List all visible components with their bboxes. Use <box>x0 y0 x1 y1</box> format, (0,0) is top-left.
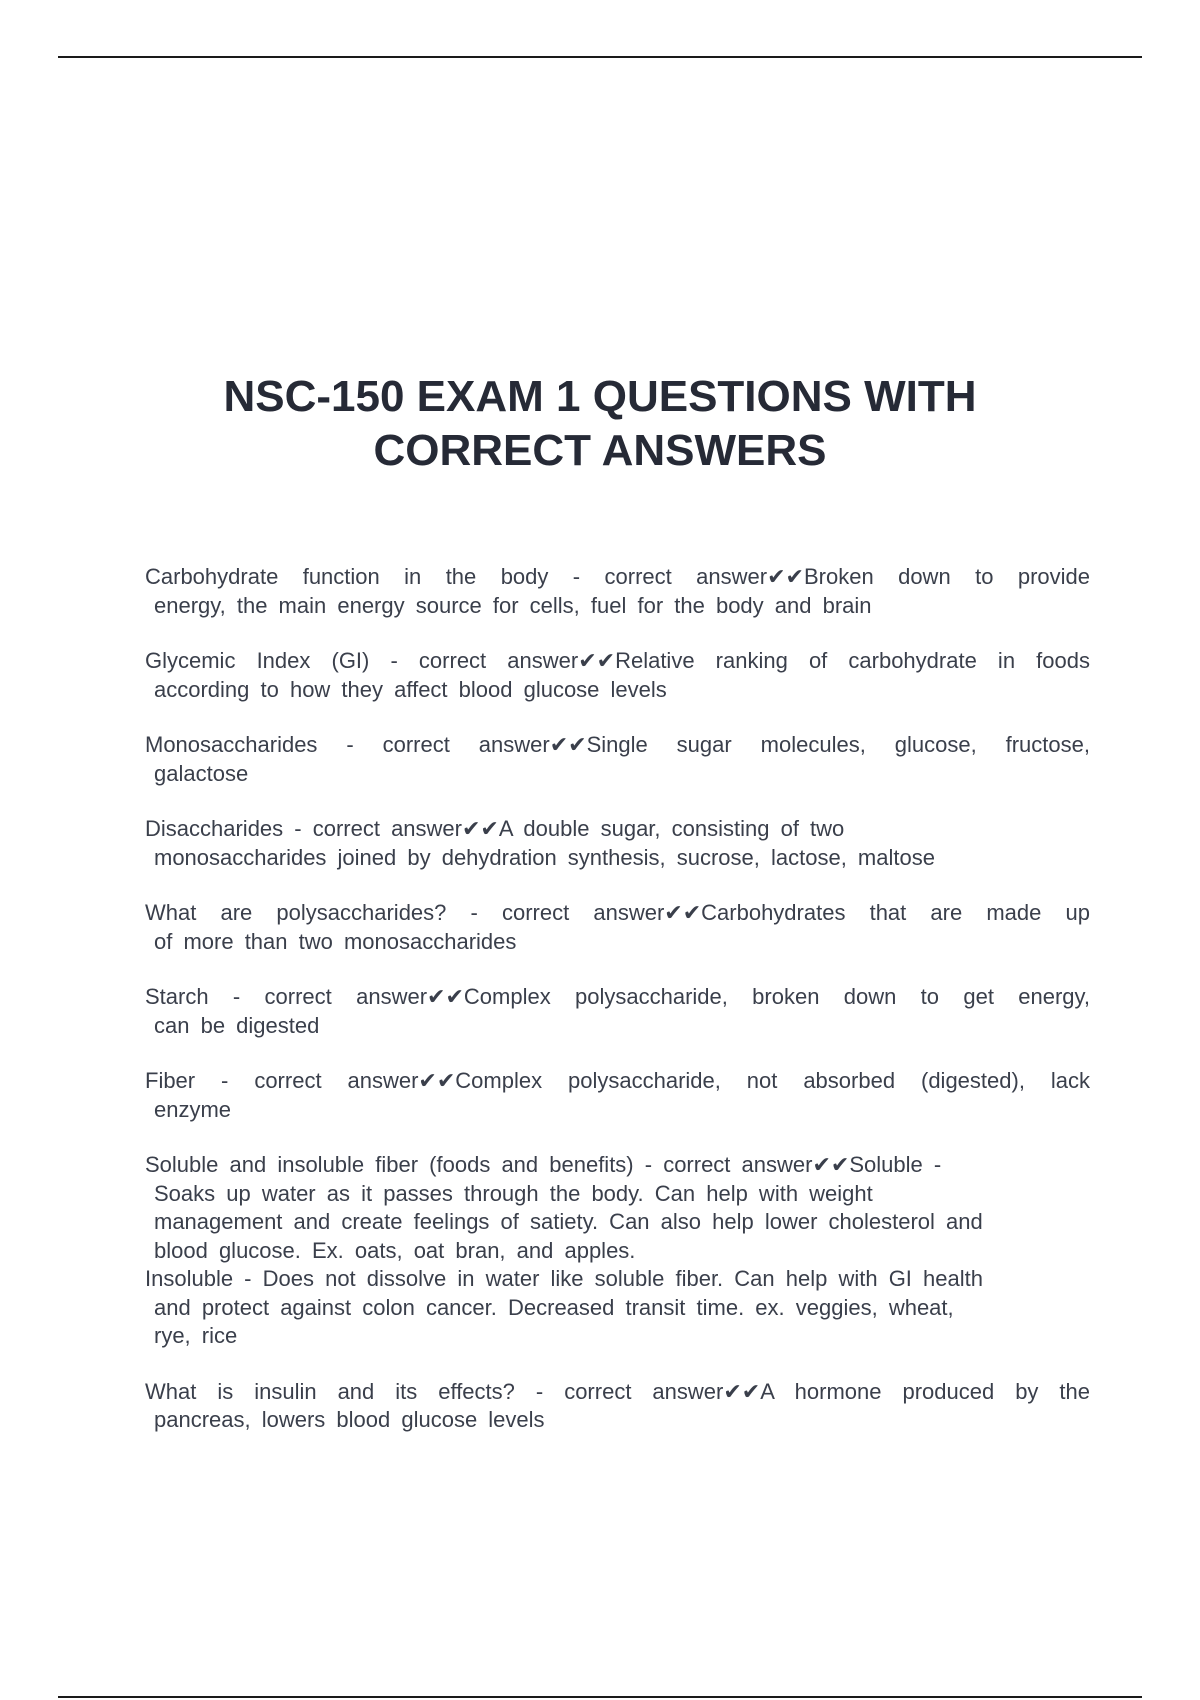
qa-line: Soaks up water as it passes through the body. Can help with weight <box>154 1180 873 1206</box>
qa-item-insoluble-fiber <box>145 1265 1090 1351</box>
qa-line: galactose <box>154 760 249 786</box>
qa-line: pancreas, lowers blood glucose levels <box>154 1407 545 1432</box>
qa-line: Disaccharides - correct answer✔✔A double sugar, consisting of two <box>145 816 845 841</box>
qa-line: Soluble and insoluble fiber (foods and benefits) - correct answer✔✔Soluble - <box>145 1152 942 1177</box>
qa-line: of more than two monosaccharides <box>154 928 517 954</box>
qa-line: rye, rice <box>154 1323 238 1348</box>
qa-item-fiber <box>145 1067 1090 1124</box>
qa-line: can be digested <box>154 1012 320 1038</box>
top-rule <box>58 56 1142 58</box>
qa-item-soluble-fiber <box>145 1151 1090 1265</box>
qa-list <box>145 563 1090 1462</box>
qa-item-polysaccharides <box>145 899 1090 956</box>
qa-line: Carbohydrate function in the body - correct answer✔✔Broken down to provide <box>145 564 1090 589</box>
qa-line: Starch - correct answer✔✔Complex polysaccharide, broken down to get energy, <box>145 984 1090 1009</box>
qa-line: management and create feelings of satiety. Can also help lower cholesterol and <box>154 1209 983 1234</box>
qa-line: monosaccharides joined by dehydration synthesis, sucrose, lactose, maltose <box>154 844 935 870</box>
qa-item-insulin <box>145 1378 1090 1435</box>
qa-line: Insoluble - Does not dissolve in water like soluble fiber. Can help with GI health <box>145 1266 983 1291</box>
qa-line: according to how they affect blood glucose levels <box>154 676 667 702</box>
qa-item-disaccharides <box>145 815 1090 872</box>
qa-item-starch <box>145 983 1090 1040</box>
qa-line: Fiber - correct answer✔✔Complex polysaccharide, not absorbed (digested), lack <box>145 1068 1090 1093</box>
qa-item-glycemic-index <box>145 647 1090 704</box>
qa-line: blood glucose. Ex. oats, oat bran, and apples. <box>154 1237 636 1263</box>
page-title-line-1: NSC-150 EXAM 1 QUESTIONS WITH <box>223 372 977 421</box>
page-title-line-2: CORRECT ANSWERS <box>373 426 827 475</box>
qa-item-carbohydrate-function <box>145 563 1090 620</box>
qa-line: What are polysaccharides? - correct answer✔✔Carbohydrates that are made up <box>145 900 1090 925</box>
qa-item-monosaccharides <box>145 731 1090 788</box>
qa-line: energy, the main energy source for cells, fuel for the body and brain <box>154 592 872 618</box>
page-title <box>100 370 1100 478</box>
qa-line: enzyme <box>154 1096 232 1122</box>
qa-line: and protect against colon cancer. Decreased transit time. ex. veggies, wheat, <box>154 1294 954 1320</box>
qa-line: What is insulin and its effects? - correct answer✔✔A hormone produced by the <box>145 1378 1090 1404</box>
qa-line: Monosaccharides - correct answer✔✔Single sugar molecules, glucose, fructose, <box>145 732 1090 757</box>
bottom-rule <box>58 1696 1142 1698</box>
qa-line: Glycemic Index (GI) - correct answer✔✔Relative ranking of carbohydrate in foods <box>145 648 1090 673</box>
